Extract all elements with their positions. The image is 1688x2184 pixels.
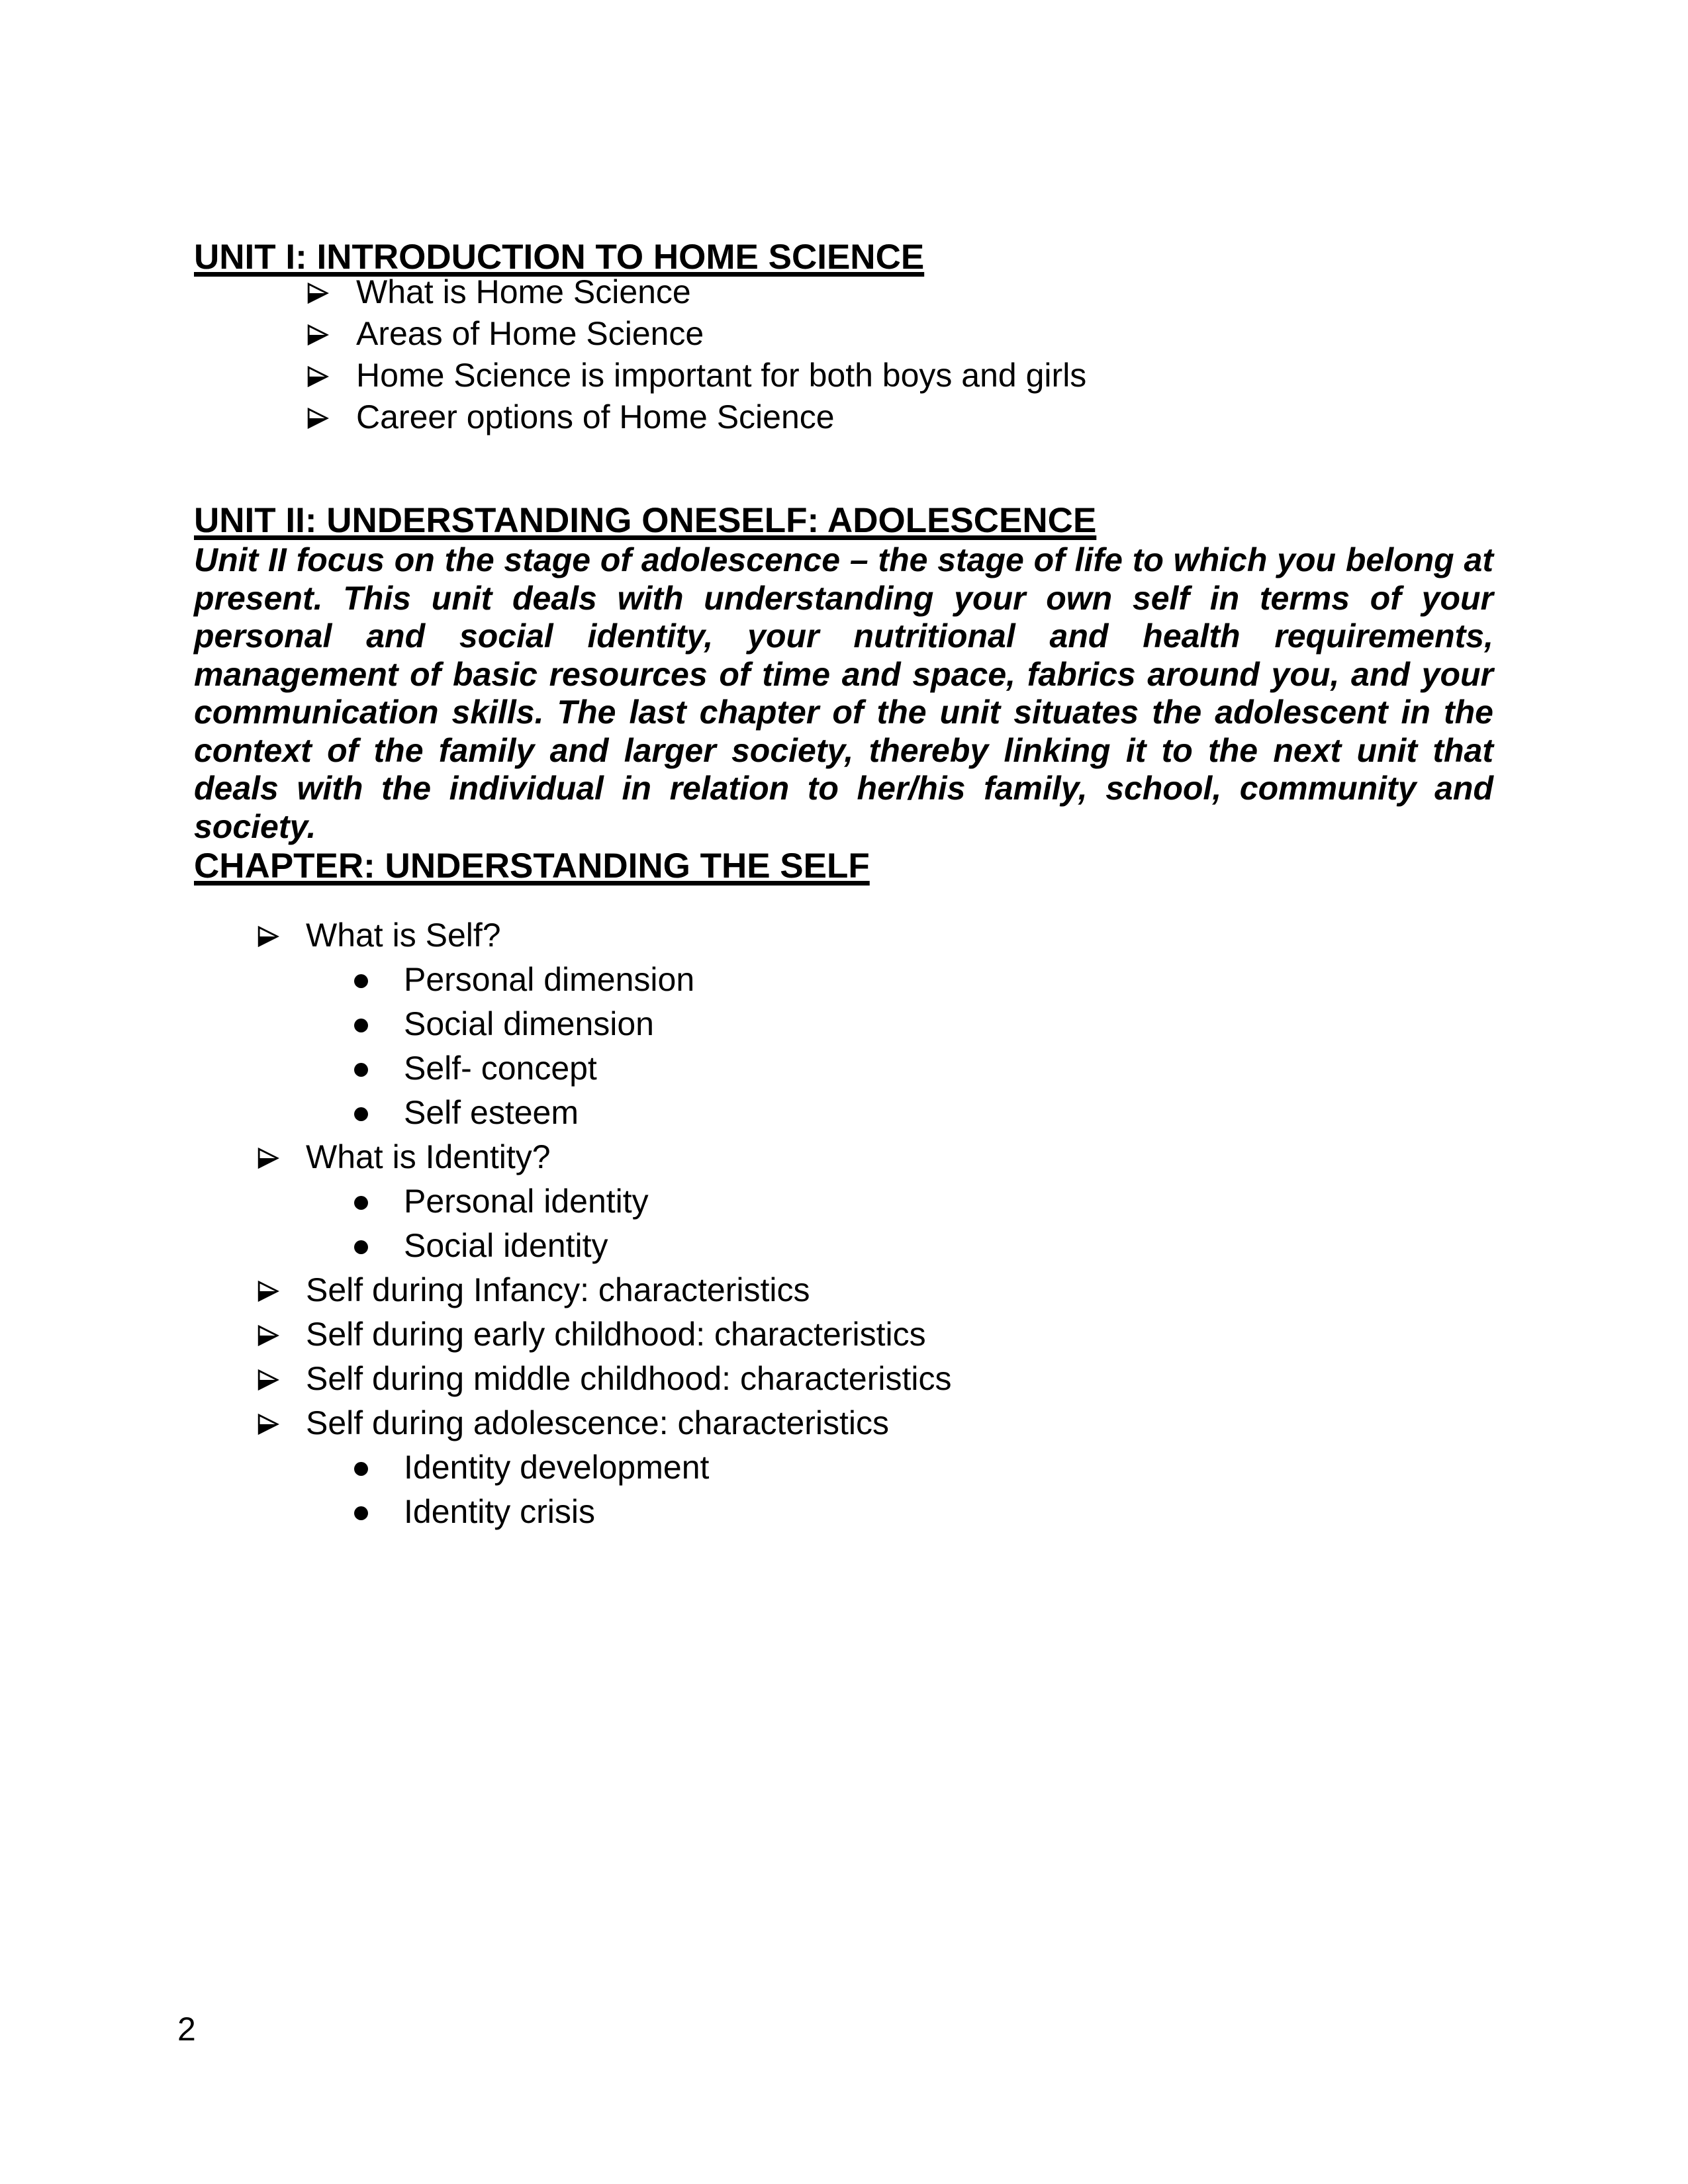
list-item-label: Personal dimension [404,961,695,998]
list-item-label: Social dimension [404,1005,654,1042]
list-item-label: What is Identity? [306,1138,551,1175]
list-item [194,396,1493,438]
list-item [194,1179,1493,1224]
dot-bullet-icon [354,1240,368,1254]
list-item-label: Career options of Home Science [356,398,835,435]
list-item-label: Self during adolescence: characteristics [306,1404,890,1441]
list-item [194,313,1493,355]
dot-bullet-icon [354,974,368,988]
unit2-heading: UNIT II: UNDERSTANDING ONESELF: ADOLESCENCE [194,501,1097,540]
list-item-label: Self during early childhood: characteristics [306,1316,926,1353]
paragraph-line: deals with the individual in relation to her/his family, school, community and [194,770,1493,807]
list-item [194,1046,1493,1091]
list-item [194,1445,1493,1490]
list-item [194,1224,1493,1268]
list-item-label: Identity crisis [404,1493,595,1530]
list-item-label: Self esteem [404,1094,579,1131]
list-item-label: Social identity [404,1227,608,1264]
arrow-bullet-icon [306,406,330,430]
dot-bullet-icon [354,1196,368,1210]
arrow-bullet-icon [256,1279,280,1303]
paragraph-line: present. This unit deals with understanding your own self in terms of your [194,579,1493,617]
paragraph-line: society. [194,807,316,845]
list-item [194,271,1493,313]
dot-bullet-icon [354,1063,368,1077]
unit1-heading: UNIT I: INTRODUCTION TO HOME SCIENCE [194,238,925,277]
list-item [194,355,1493,396]
dot-bullet-icon [354,1506,368,1520]
paragraph-line: Unit II focus on the stage of adolescence – the stage of life to which you belong at [194,541,1493,578]
dot-bullet-icon [354,1019,368,1032]
list-item [194,1002,1493,1046]
list-item [194,1490,1493,1534]
chapter-outline-list [194,913,1493,1534]
list-item [194,1357,1493,1401]
list-item [194,1091,1493,1135]
chapter-heading: CHAPTER: UNDERSTANDING THE SELF [194,846,870,886]
list-item-label: Home Science is important for both boys and girls [356,357,1087,394]
list-item-label: What is Self? [306,917,501,954]
dot-bullet-icon [354,1107,368,1121]
arrow-bullet-icon [306,281,330,305]
list-item [194,1312,1493,1357]
list-item-label: What is Home Science [356,273,691,310]
arrow-bullet-icon [256,1412,280,1436]
arrow-bullet-icon [306,323,330,347]
arrow-bullet-icon [256,1146,280,1170]
paragraph-line: management of basic resources of time and space, fabrics around you, and your [194,655,1493,693]
list-item-label: Areas of Home Science [356,315,704,352]
unit1-topic-list [194,271,1493,438]
arrow-bullet-icon [306,365,330,388]
dot-bullet-icon [354,1462,368,1476]
paragraph-line: personal and social identity, your nutritional and health requirements, [194,617,1493,655]
list-item [194,913,1493,958]
list-item-label: Personal identity [404,1183,649,1220]
arrow-bullet-icon [256,1324,280,1347]
list-item [194,1401,1493,1445]
list-item [194,958,1493,1002]
list-item-label: Self during Infancy: characteristics [306,1271,810,1308]
list-item [194,1135,1493,1179]
list-item-label: Identity development [404,1449,710,1486]
unit2-intro-paragraph [194,541,1493,846]
list-item-label: Self- concept [404,1050,597,1087]
arrow-bullet-icon [256,1368,280,1392]
list-item-label: Self during middle childhood: characteristics [306,1360,952,1397]
page-content [194,237,1493,1534]
list-item [194,1268,1493,1312]
paragraph-line: context of the family and larger society, thereby linking it to the next unit that [194,731,1493,769]
page-number: 2 [177,2011,196,2048]
paragraph-line: communication skills. The last chapter of the unit situates the adolescent in the [194,694,1493,731]
arrow-bullet-icon [256,925,280,948]
